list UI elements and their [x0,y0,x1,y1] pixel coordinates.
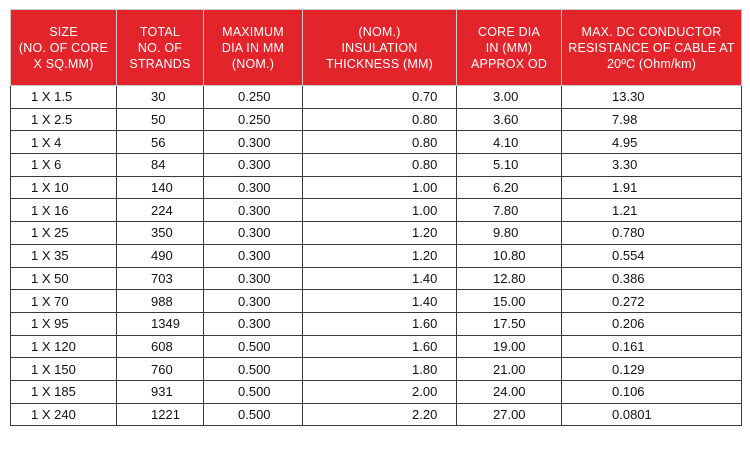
table-row [11,199,742,222]
cell-max-dia: 0.300 [204,290,303,313]
cell-resistance: 7.98 [562,108,742,131]
cell-insulation: 1.60 [303,312,457,335]
cell-size: 1 X 4 [11,131,117,154]
cell-core-dia: 19.00 [457,335,562,358]
cell-resistance: 1.91 [562,176,742,199]
cell-max-dia: 0.300 [204,199,303,222]
cell-insulation: 1.20 [303,244,457,267]
table-row [11,312,742,335]
cell-max-dia: 0.300 [204,267,303,290]
cell-resistance: 0.0801 [562,403,742,426]
cell-insulation: 2.20 [303,403,457,426]
cell-strands: 56 [117,131,204,154]
cell-insulation: 1.40 [303,267,457,290]
cell-core-dia: 3.00 [457,86,562,109]
table-row [11,176,742,199]
cable-spec-table [10,9,742,426]
column-header-size: SIZE (NO. OF CORE X SQ.MM) [11,10,117,86]
cell-size: 1 X 150 [11,358,117,381]
cell-insulation: 0.80 [303,131,457,154]
cell-size: 1 X 1.5 [11,86,117,109]
cell-max-dia: 0.300 [204,176,303,199]
cell-resistance: 0.161 [562,335,742,358]
table-row [11,403,742,426]
cell-max-dia: 0.300 [204,222,303,245]
cell-strands: 988 [117,290,204,313]
header-row [11,10,742,86]
table-row [11,154,742,177]
cell-resistance: 0.106 [562,380,742,403]
table-row [11,380,742,403]
cell-strands: 1221 [117,403,204,426]
cell-core-dia: 10.80 [457,244,562,267]
table-row [11,358,742,381]
cell-max-dia: 0.500 [204,380,303,403]
cell-insulation: 1.80 [303,358,457,381]
cell-core-dia: 3.60 [457,108,562,131]
table-row [11,222,742,245]
table-row [11,86,742,109]
cell-size: 1 X 120 [11,335,117,358]
cell-core-dia: 24.00 [457,380,562,403]
cell-strands: 703 [117,267,204,290]
table-row [11,131,742,154]
cell-size: 1 X 25 [11,222,117,245]
cell-resistance: 4.95 [562,131,742,154]
cell-insulation: 0.80 [303,108,457,131]
cell-resistance: 13.30 [562,86,742,109]
cell-core-dia: 9.80 [457,222,562,245]
cell-resistance: 0.129 [562,358,742,381]
column-header-resistance: MAX. DC CONDUCTOR RESISTANCE OF CABLE AT 20ºC (Ohm/km) [562,10,742,86]
cell-resistance: 0.206 [562,312,742,335]
cell-max-dia: 0.500 [204,335,303,358]
cell-max-dia: 0.300 [204,154,303,177]
cell-insulation: 0.80 [303,154,457,177]
table-row [11,267,742,290]
cell-max-dia: 0.300 [204,312,303,335]
column-header-insulation: (NOM.) INSULATION THICKNESS (MM) [303,10,457,86]
cell-core-dia: 7.80 [457,199,562,222]
cell-core-dia: 27.00 [457,403,562,426]
cell-core-dia: 6.20 [457,176,562,199]
cell-max-dia: 0.500 [204,358,303,381]
cell-resistance: 1.21 [562,199,742,222]
cell-size: 1 X 10 [11,176,117,199]
cell-max-dia: 0.250 [204,108,303,131]
table-row [11,108,742,131]
table-body [11,86,742,426]
cell-size: 1 X 70 [11,290,117,313]
cell-insulation: 0.70 [303,86,457,109]
table-row [11,244,742,267]
cell-strands: 608 [117,335,204,358]
cell-max-dia: 0.300 [204,131,303,154]
cell-size: 1 X 95 [11,312,117,335]
cell-core-dia: 4.10 [457,131,562,154]
table-row [11,290,742,313]
cell-max-dia: 0.300 [204,244,303,267]
cell-resistance: 0.554 [562,244,742,267]
spec-table-container [10,9,742,426]
cell-size: 1 X 6 [11,154,117,177]
cell-strands: 84 [117,154,204,177]
cell-resistance: 0.272 [562,290,742,313]
cell-strands: 490 [117,244,204,267]
cell-insulation: 1.00 [303,199,457,222]
cell-strands: 1349 [117,312,204,335]
cell-insulation: 2.00 [303,380,457,403]
cell-insulation: 1.60 [303,335,457,358]
cell-max-dia: 0.250 [204,86,303,109]
cell-strands: 140 [117,176,204,199]
cell-insulation: 1.00 [303,176,457,199]
cell-size: 1 X 2.5 [11,108,117,131]
cell-strands: 350 [117,222,204,245]
column-header-max-dia: MAXIMUM DIA IN MM (NOM.) [204,10,303,86]
cell-size: 1 X 50 [11,267,117,290]
cell-strands: 30 [117,86,204,109]
cell-resistance: 0.780 [562,222,742,245]
cell-core-dia: 17.50 [457,312,562,335]
cell-strands: 224 [117,199,204,222]
cell-insulation: 1.20 [303,222,457,245]
cell-strands: 760 [117,358,204,381]
column-header-strands: TOTAL NO. OF STRANDS [117,10,204,86]
cell-core-dia: 12.80 [457,267,562,290]
cell-insulation: 1.40 [303,290,457,313]
cell-core-dia: 5.10 [457,154,562,177]
cell-strands: 50 [117,108,204,131]
cell-strands: 931 [117,380,204,403]
cell-resistance: 0.386 [562,267,742,290]
cell-core-dia: 15.00 [457,290,562,313]
table-header [11,10,742,86]
cell-size: 1 X 185 [11,380,117,403]
cell-size: 1 X 240 [11,403,117,426]
table-row [11,335,742,358]
cell-max-dia: 0.500 [204,403,303,426]
column-header-core-dia: CORE DIA IN (MM) APPROX OD [457,10,562,86]
cell-size: 1 X 35 [11,244,117,267]
cell-size: 1 X 16 [11,199,117,222]
cell-resistance: 3.30 [562,154,742,177]
cell-core-dia: 21.00 [457,358,562,381]
